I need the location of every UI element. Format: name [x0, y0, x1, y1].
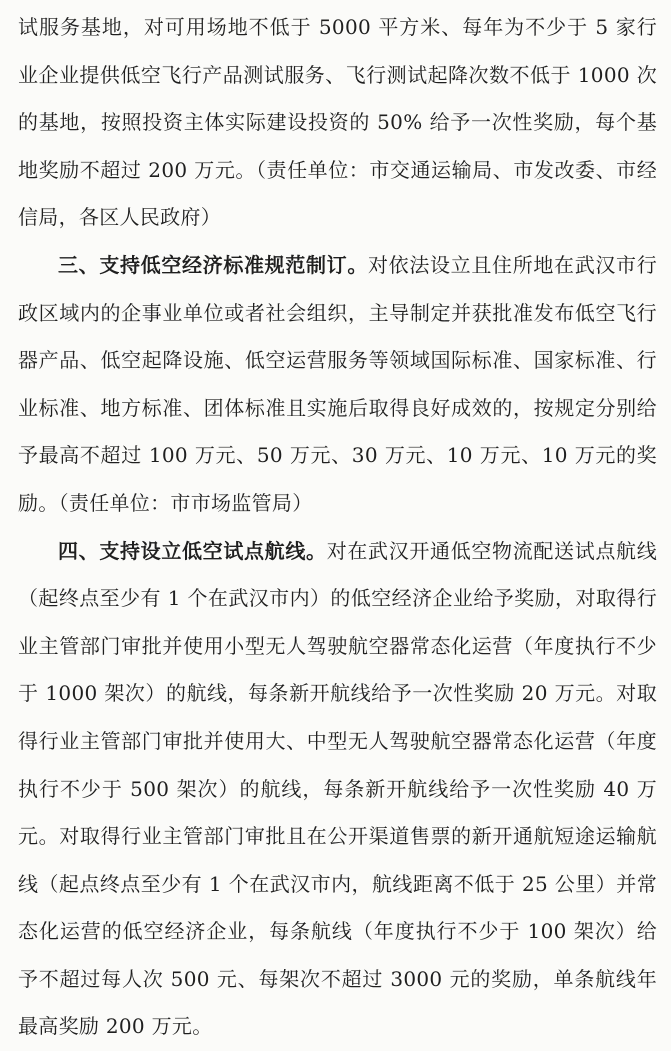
section-heading-4: 四、支持设立低空试点航线。 [58, 538, 327, 563]
paragraph-text: 试服务基地，对可用场地不低于 5000 平方米、每年为不少于 5 家行业企业提供低空飞行产品测试服务、飞行测试起降次数不低于 1000 次的基地，按照投资主体实际建设投资的 50% 给予一次性奖励，每个基地奖励不超过 200 万元。（责任单位：市交通运输局、市发改委、市经信局，各区人民政府） [18, 15, 657, 230]
paragraph-section-3 [18, 242, 657, 528]
paragraph-text: 对依法设立且住所地在武汉市行政区域内的企事业单位或者社会组织，主导制定并获批准发布低空飞行器产品、低空起降设施、低空运营服务等领域国际标准、国家标准、行业标准、地方标准、团体标准且实施后取得良好成效的，按规定分别给予最高不超过 100 万元、50 万元、30 万元、10 万元、10 万元的奖励。（责任单位：市市场监管局） [18, 252, 657, 515]
paragraph-continuation [18, 4, 657, 242]
paragraph-text: 对在武汉开通低空物流配送试点航线（起终点至少有 1 个在武汉市内）的低空经济企业给予奖励，对取得行业主管部门审批并使用小型无人驾驶航空器常态化运营（年度执行不少于 1000 架次）的航线，每条新开航线给予一次性奖励 20 万元。对取得行业主管部门审批并使用大、中型无人驾驶航空器常态化运营（年度执行不少于 500 架次）的航线，每条新开航线给予一次性奖励 40 万元。对取得行业主管部门审批且在公开渠道售票的新开通航短途运输航线（起点终点至少有 1 个在武汉市内，航线距离不低于 25 公里）并常态化运营的低空经济企业，每条航线（年度执行不少于 100 架次）给予不超过每人次 500 元、每架次不超过 3000 元的奖励，单条航线年最高奖励 200 万元。 [18, 538, 657, 1039]
paragraph-section-4 [18, 528, 657, 1051]
section-heading-3: 三、支持低空经济标准规范制订。 [58, 252, 369, 277]
